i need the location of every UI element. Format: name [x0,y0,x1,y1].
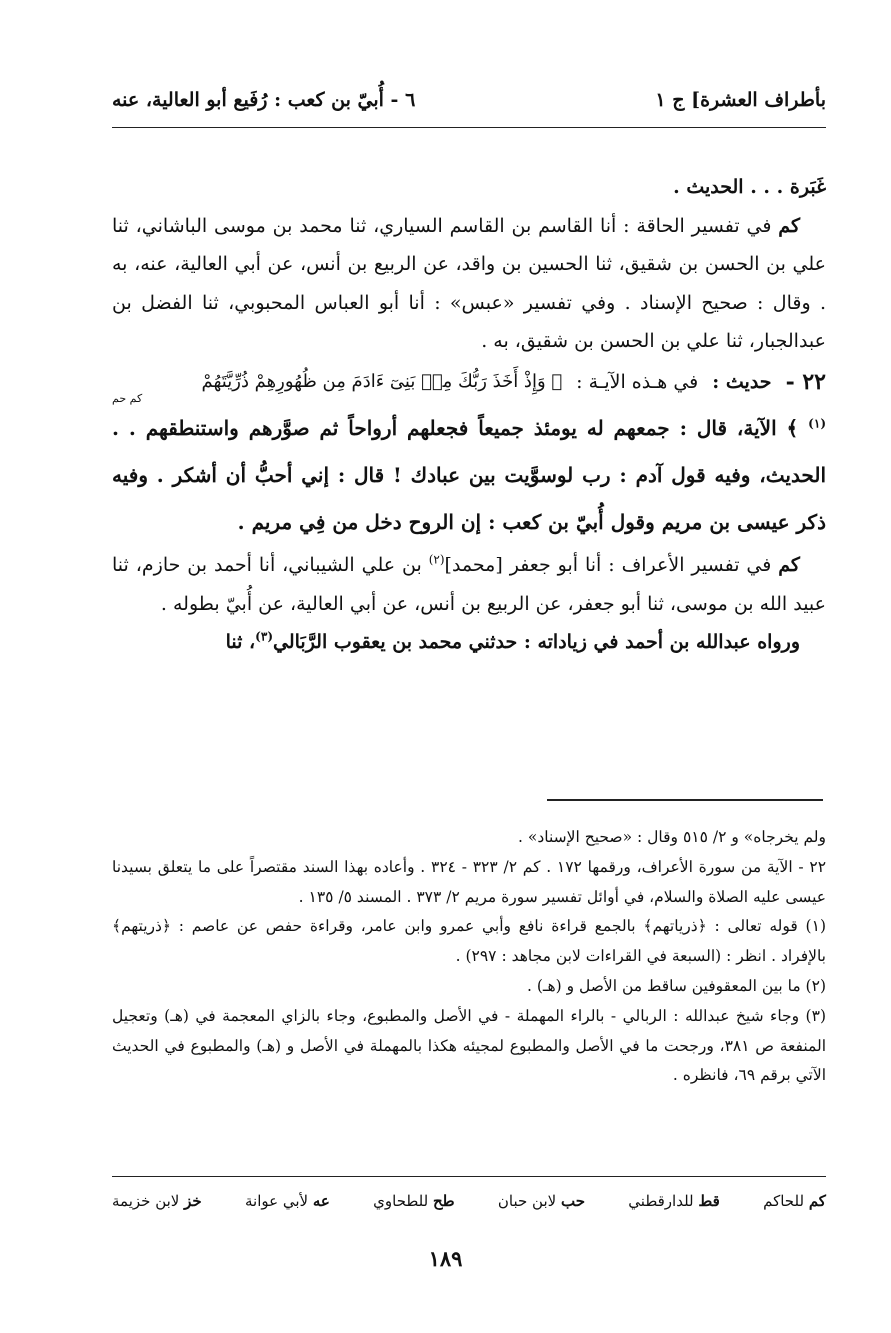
hadith-text [112,405,826,546]
paragraph-text-b: بن علي الشيباني، أنا أحمد بن حازم، ثنا عبيد الله بن موسى، ثنا أبو جعفر، عن الربيع بن أنس، عن أبي العالية، عن أُبيّ بطوله . [112,554,826,615]
hadith-number: ٢٢ - [785,368,826,395]
hadith-rest: صوَّرهم واستنطقهم . . الحديث، وفيه قول آدم : رب لوسوَّيت بين عبادك ! قال : إني أحبُّ أن أشكر . وفيه ذكر عيسى بن مريم وقول أُبيّ بن كعب : إن الروح دخل من فِي مريم . [112,416,826,534]
sigla-legend [112,1192,826,1210]
siglum-entry: حب لابن حبان [497,1192,586,1210]
paragraph-text-a: ورواه عبدالله بن أحمد في زياداته : حدثني محمد بن يعقوب الرَّبَالي [273,631,800,653]
page-number: ١٨٩ [428,1246,463,1271]
hadith-heading [112,363,826,402]
hadith-line1: ﴾ الآية، قال : جمعهم له يومئذ جميعاً فجعلهم أرواحاً ثم [319,416,799,440]
hadith-intro: في هـذه الآيـة : [576,370,699,393]
siglum-entry: كم للحاكم [763,1192,826,1210]
main-text [112,168,826,662]
siglum-lead: كم [778,214,800,237]
footnote-1: (١) قوله تعالى : ﴿ذرياتهم﴾ بالجمع قراءة نافع وأبي عمرو وابن عامر، وقراءة حفص عن عاصم : ﴿ذريتهم﴾ بالإفراد . انظر : (السبعة في القراءات لابن مجاهد : ٢٩٧) . [112,917,826,966]
header-rule [112,127,826,128]
siglum-entry: خز لابن خزيمة [112,1192,202,1210]
siglum-entry: عه لأبي عوانة [244,1192,330,1210]
hadith-fragment: غَبَرة . . . الحديث . [673,176,826,198]
footnote-3: (٣) وجاء شيخ عبدالله : الربالي - بالراء المهملة - في الأصل والمطبوع، وجاء بالزاي المعجمة في (هـ) وتعجيل المنفعة ص ٣٨١، ورجحت ما في الأصل والمطبوع لمجيئه هكذا بالمهملة في الأصل و (هـ) والمطبوع في الحديث الآتي برقم ٦٩، فانظره . [112,1006,826,1085]
footnote-continuation: ولم يخرجاه» و ٢/ ٥١٥ وقال : «صحيح الإسناد» . [518,828,826,846]
footnote-22: ٢٢ - الآية من سورة الأعراف، ورقمها ١٧٢ . كم ٢/ ٣٢٣ - ٣٢٤ . وأعاده بهذا السند مقتصراً على ما يتعلق بسيدنا عيسى عليه الصلاة والسلام، في أوائل تفسير سورة مريم ٢/ ٣٧٣ . المسند ٥/ ١٣٥ . [112,857,827,906]
siglum-lead: كم [778,554,800,576]
footnote-ref: (١) [808,416,826,431]
verse-siglum-note: كم حم [112,392,143,405]
bottom-rule [112,1176,826,1177]
footnote-2: (٢) ما بين المعقوفين ساقط من الأصل و (هـ) . [527,976,826,995]
header-section-title: ٦ - أُبيّ بن كعب : رُفَيع أبو العالية، عنه [112,89,416,111]
footnotes [112,823,826,1091]
footnote-separator [547,799,823,801]
footnote-ref: (٣) [255,629,273,644]
paragraph-text: في تفسير الحاقة : أنا القاسم بن القاسم السياري، ثنا محمد بن موسى الباشاني، ثنا علي بن الحسن بن شقيق، ثنا الحسين بن واقد، عن الربيع بن أنس، عن أبي العالية، عنه، به . وقال : صحيح الإسناد . وفي تفسير «عبس» : أنا أبو العباس المحبوبي، ثنا الفضل بن عبدالجبار، ثنا علي بن الحسن بن شقيق، به . [112,214,826,352]
hadith-label: حديث : [712,370,772,393]
paragraph-takhrij-3 [112,623,826,662]
quran-verse: ﴿ وَإِذْ أَخَذَ رَبُّكَ مِنۢ بَنِىٓ ءَادَمَ مِن ظُهُورِهِمْ ذُرِّيَّتَهُمْ [201,370,563,392]
siglum-entry: قط للدارقطني [628,1192,720,1210]
paragraph-takhrij-2 [112,546,826,623]
header-book-title: بأطراف العشرة] ج ١ [655,89,826,111]
siglum-entry: طح للطحاوي [373,1192,455,1210]
paragraph-takhrij-1 [112,207,826,361]
running-header [112,84,826,116]
footnote-ref: (٢) [428,552,445,567]
paragraph-text-b: ، ثنا [225,631,256,653]
paragraph-text-a: في تفسير الأعراف : أنا أبو جعفر [محمد] [444,554,772,576]
